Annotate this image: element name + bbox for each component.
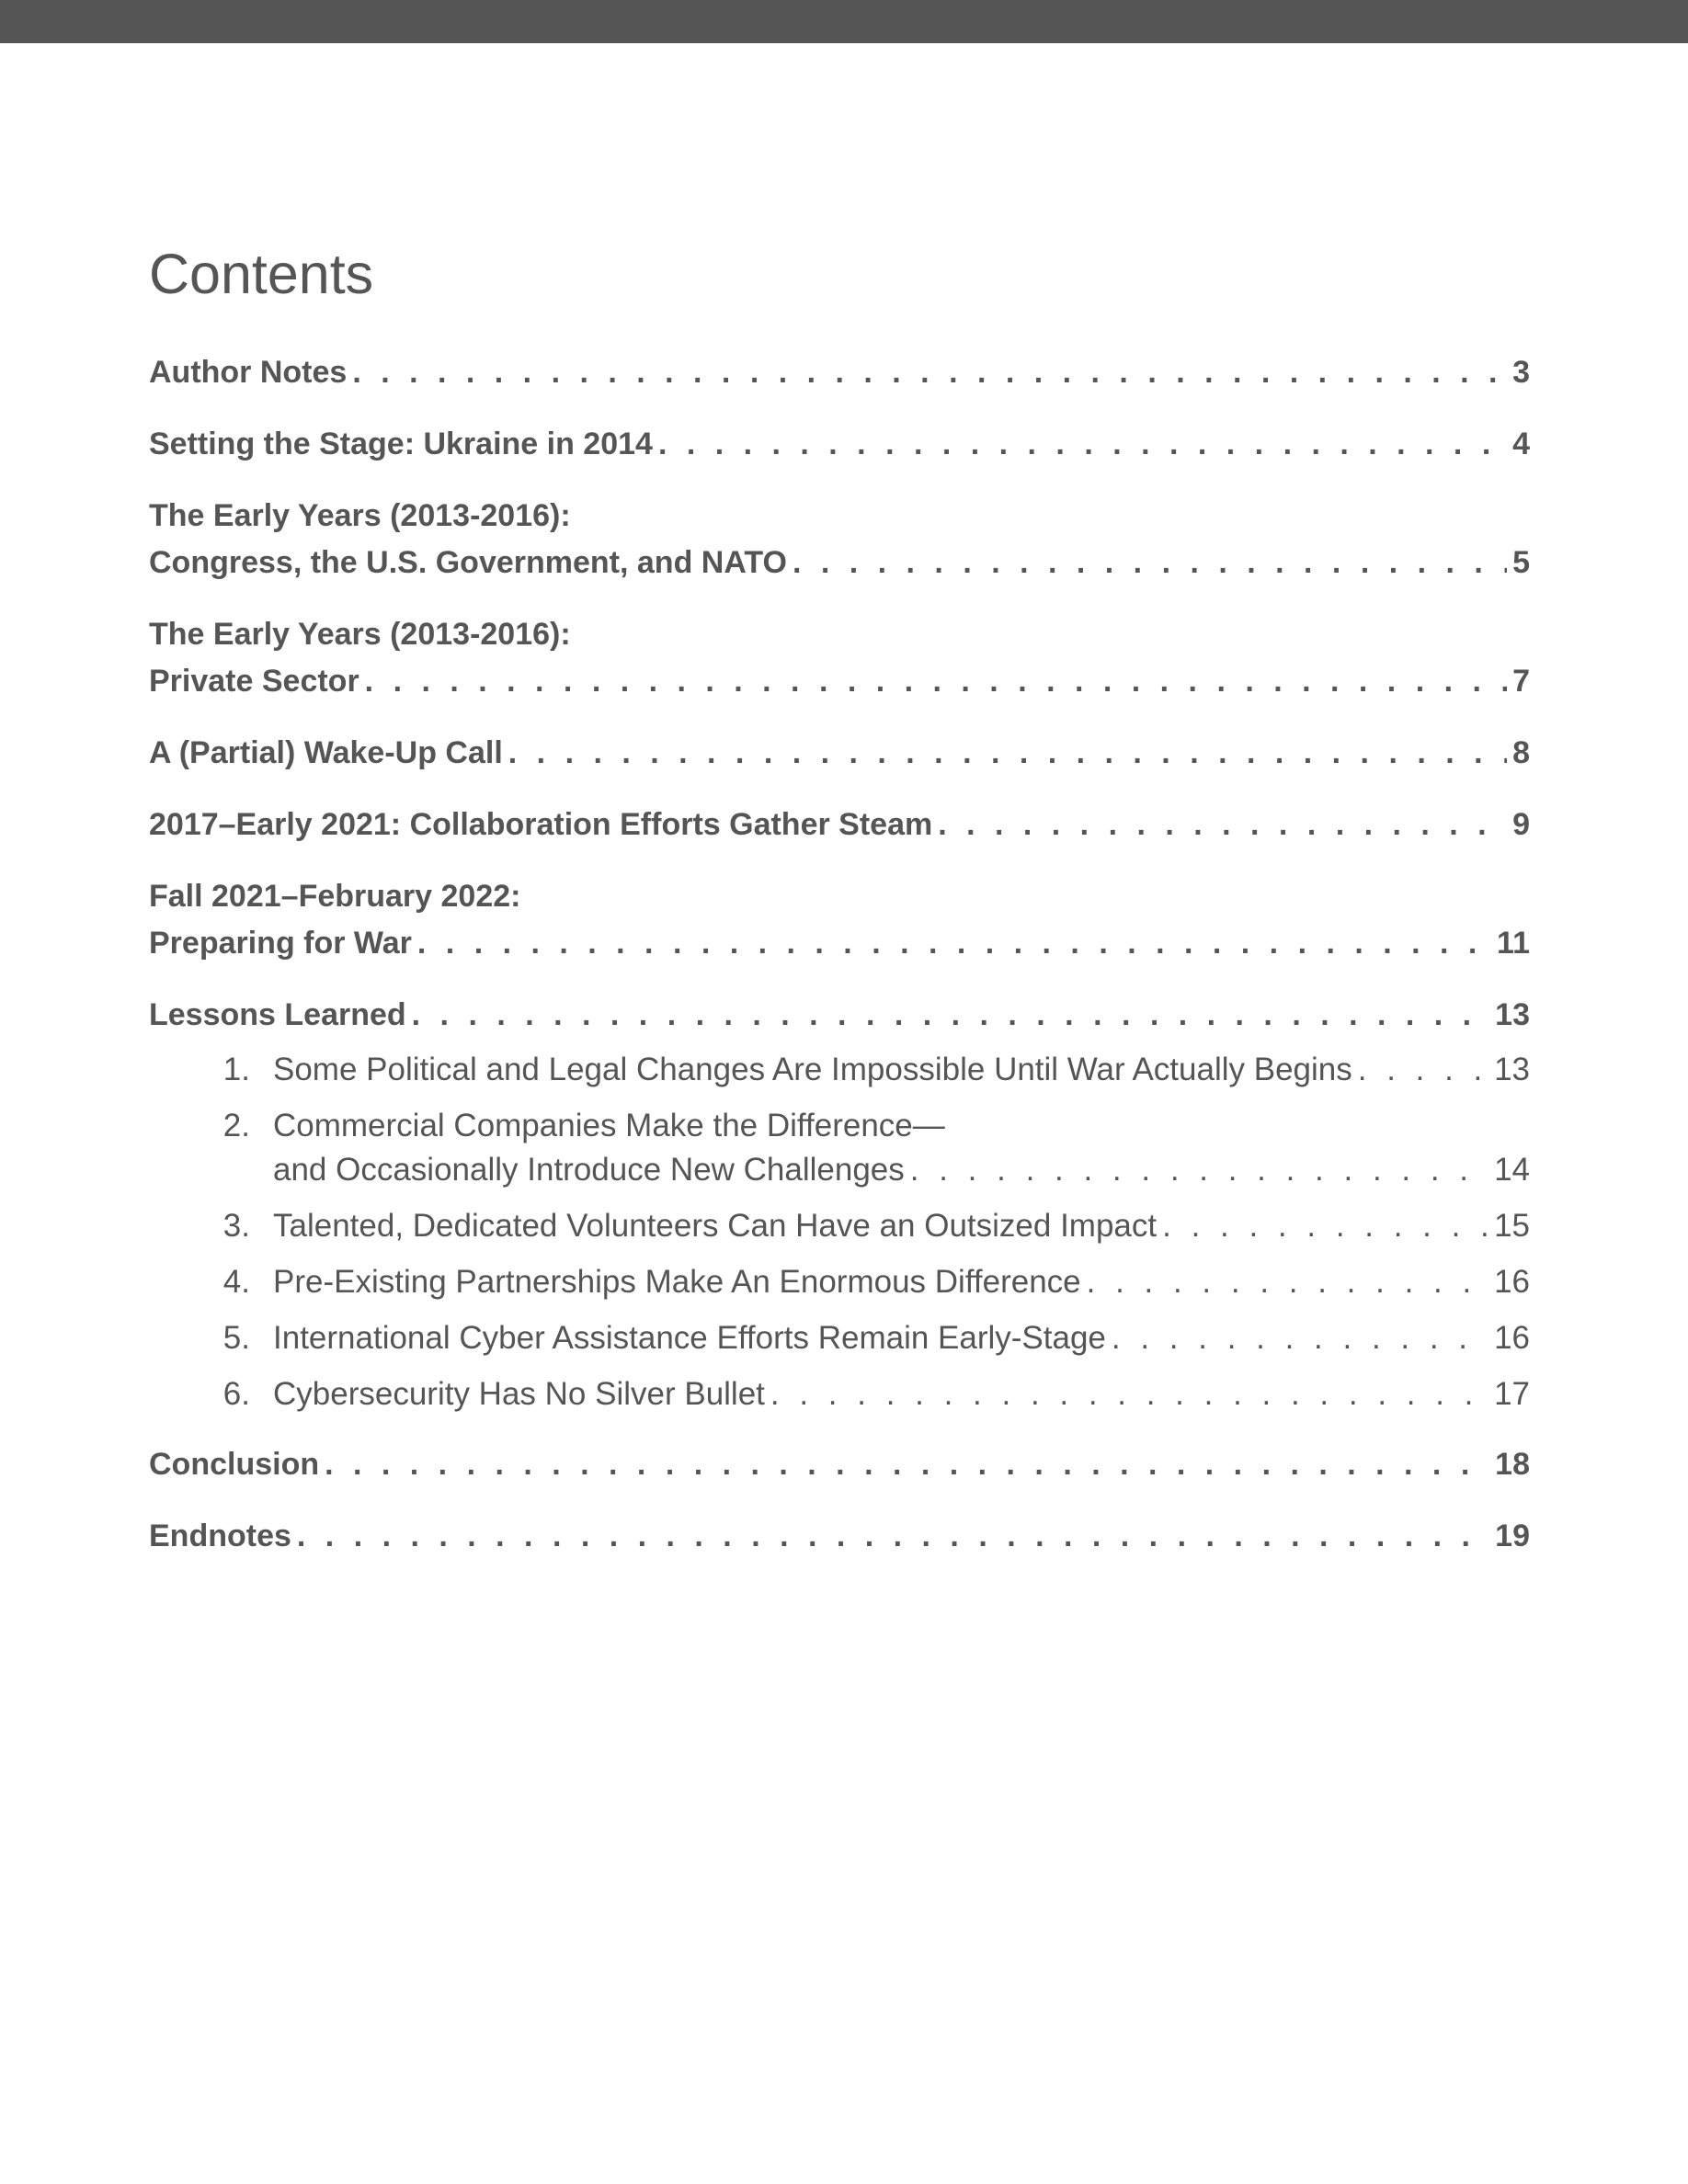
toc-line — [149, 349, 1530, 396]
toc-entry-title-line-2: Private Sector — [149, 664, 359, 699]
toc-entry-title-line-1: The Early Years (2013-2016): — [149, 617, 571, 652]
lesson-number: 2. — [222, 1108, 250, 1143]
toc-page-number: 13 — [1495, 997, 1530, 1032]
toc-entry-title-line-2: Congress, the U.S. Government, and NATO — [149, 545, 787, 580]
toc-entry-conclusion[interactable] — [149, 1441, 1530, 1488]
toc-page-number: 16 — [1494, 1320, 1530, 1356]
toc-page-number: 4 — [1512, 427, 1530, 461]
toc-page-number: 8 — [1512, 735, 1530, 770]
lesson-title: Talented, Dedicated Volunteers Can Have an Outsized Impact — [273, 1208, 1158, 1244]
toc-entry-early-years-congress[interactable] — [149, 493, 1530, 586]
toc-entry-title: Endnotes — [149, 1519, 291, 1553]
lesson-number: 4. — [222, 1264, 250, 1300]
toc-page-number: 14 — [1494, 1152, 1530, 1188]
toc-lesson-4[interactable] — [149, 1260, 1530, 1304]
toc-entry-title: A (Partial) Wake-Up Call — [149, 735, 503, 770]
toc-page-number: 7 — [1512, 664, 1530, 699]
toc-page-number: 9 — [1512, 807, 1530, 842]
dot-leader — [793, 540, 1507, 586]
toc-line — [149, 920, 1530, 967]
toc-page-number: 11 — [1497, 926, 1530, 961]
toc-line — [273, 1260, 1530, 1304]
dot-leader — [1112, 1316, 1488, 1360]
table-of-contents — [149, 349, 1530, 1585]
toc-lesson-1[interactable] — [149, 1048, 1530, 1092]
toc-entry-lessons-learned[interactable] — [149, 992, 1530, 1039]
toc-line — [149, 1441, 1530, 1488]
toc-entry-endnotes[interactable] — [149, 1513, 1530, 1560]
dot-leader — [938, 802, 1507, 848]
dot-leader — [417, 920, 1491, 967]
toc-lesson-2[interactable] — [149, 1104, 1530, 1192]
toc-line — [149, 658, 1530, 705]
toc-entry-early-years-private-sector[interactable] — [149, 611, 1530, 705]
dot-leader — [1087, 1260, 1488, 1304]
toc-entry-title-line-1: The Early Years (2013-2016): — [149, 498, 571, 533]
dot-leader — [325, 1441, 1489, 1488]
toc-line — [149, 730, 1530, 777]
toc-page-number: 19 — [1495, 1519, 1530, 1553]
toc-entry-setting-the-stage[interactable] — [149, 421, 1530, 468]
toc-line — [149, 992, 1530, 1039]
page-title: Contents — [149, 243, 374, 305]
toc-lesson-3[interactable] — [149, 1204, 1530, 1248]
toc-entry-wake-up-call[interactable] — [149, 730, 1530, 777]
dot-leader — [412, 992, 1490, 1039]
top-bar — [0, 0, 1688, 43]
toc-entry-collaboration-efforts[interactable] — [149, 802, 1530, 848]
lesson-number: 3. — [222, 1208, 250, 1244]
lesson-number: 5. — [222, 1320, 250, 1356]
toc-lesson-6[interactable] — [149, 1372, 1530, 1416]
dot-leader — [770, 1372, 1488, 1416]
dot-leader — [658, 421, 1507, 468]
toc-entry-title: Lessons Learned — [149, 997, 406, 1032]
toc-line — [273, 1372, 1530, 1416]
dot-leader — [508, 730, 1507, 777]
lesson-number: 1. — [222, 1052, 250, 1087]
lesson-title: International Cyber Assistance Efforts Remain Early-Stage — [273, 1320, 1106, 1356]
toc-entry-title-line-1: Fall 2021–February 2022: — [149, 879, 521, 914]
toc-page-number: 18 — [1495, 1447, 1530, 1482]
toc-entry-title-line-2: Preparing for War — [149, 926, 412, 961]
toc-line — [273, 1316, 1530, 1360]
toc-line — [273, 1204, 1530, 1248]
dot-leader — [1162, 1204, 1488, 1248]
dot-leader — [297, 1513, 1489, 1560]
lesson-title-line-1: Commercial Companies Make the Difference— — [273, 1108, 945, 1143]
dot-leader — [1358, 1048, 1488, 1092]
dot-leader — [352, 349, 1507, 396]
lesson-number: 6. — [222, 1376, 250, 1412]
toc-entry-title: Conclusion — [149, 1447, 320, 1482]
toc-page-number: 5 — [1512, 545, 1530, 580]
toc-line — [149, 421, 1530, 468]
lesson-title-line-2: and Occasionally Introduce New Challenges — [273, 1152, 905, 1188]
toc-line — [273, 1148, 1530, 1192]
dot-leader — [365, 658, 1507, 705]
toc-entry-title: Setting the Stage: Ukraine in 2014 — [149, 427, 653, 461]
toc-entry-title: 2017–Early 2021: Collaboration Efforts Gather Steam — [149, 807, 933, 842]
lesson-title: Some Political and Legal Changes Are Impossible Until War Actually Begins — [273, 1052, 1352, 1087]
toc-line — [273, 1048, 1530, 1092]
toc-line — [149, 802, 1530, 848]
toc-page-number: 13 — [1494, 1052, 1530, 1087]
toc-entry-preparing-for-war[interactable] — [149, 873, 1530, 967]
lesson-title: Cybersecurity Has No Silver Bullet — [273, 1376, 765, 1412]
toc-page-number: 17 — [1494, 1376, 1530, 1412]
toc-lesson-5[interactable] — [149, 1316, 1530, 1360]
toc-page-number: 3 — [1512, 355, 1530, 390]
toc-page-number: 16 — [1494, 1264, 1530, 1300]
toc-line — [149, 1513, 1530, 1560]
lesson-title: Pre-Existing Partnerships Make An Enormous Difference — [273, 1264, 1081, 1300]
dot-leader — [910, 1148, 1488, 1192]
toc-entry-author-notes[interactable] — [149, 349, 1530, 396]
toc-line — [149, 540, 1530, 586]
toc-entry-title: Author Notes — [149, 355, 348, 390]
toc-page-number: 15 — [1494, 1208, 1530, 1244]
